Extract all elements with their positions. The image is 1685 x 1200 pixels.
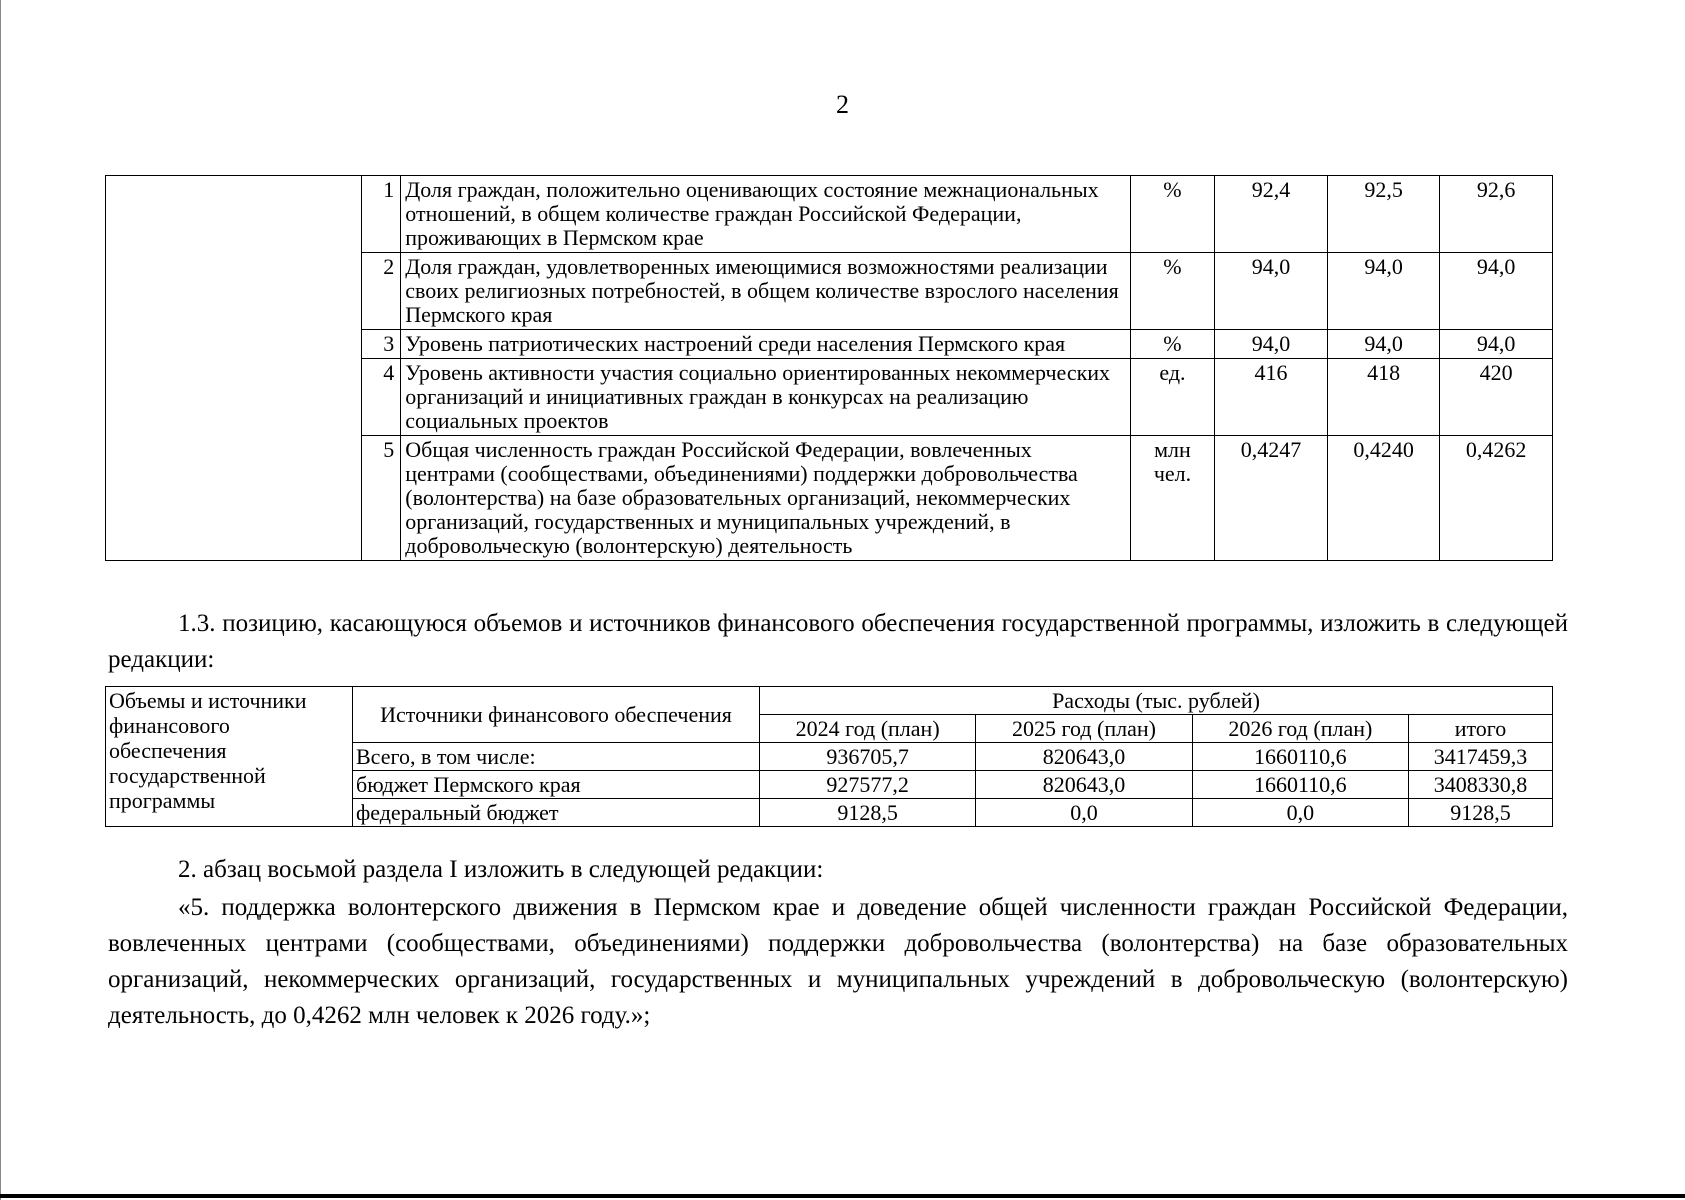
indicator-value-2026: 94,0	[1440, 330, 1553, 359]
indicator-value-2024: 94,0	[1215, 253, 1328, 330]
finance-value: 0,0	[1192, 799, 1408, 827]
indicator-unit: млн чел.	[1130, 436, 1215, 561]
year-header: 2024 год (план)	[760, 715, 976, 743]
finance-value: 1660110,6	[1192, 743, 1408, 771]
sources-header: Источники финансового обеспечения	[353, 687, 760, 743]
source-name: федеральный бюджет	[353, 799, 760, 827]
indicator-value-2025: 94,0	[1327, 330, 1440, 359]
indicator-value-2024: 416	[1215, 359, 1328, 436]
indicators-table	[105, 175, 1553, 561]
indicator-unit: %	[1130, 330, 1215, 359]
empty-cell	[106, 176, 362, 561]
indicator-num: 1	[362, 176, 401, 253]
indicator-num: 4	[362, 359, 401, 436]
indicator-value-2025: 418	[1327, 359, 1440, 436]
indicator-name: Уровень патриотических настроений среди населения Пермского края	[401, 330, 1130, 359]
indicator-value-2026: 94,0	[1440, 253, 1553, 330]
paragraph-1-3: 1.3. позицию, касающуюся объемов и источников финансового обеспечения государственной программы, изложить в следующей редакции:	[108, 610, 1568, 673]
page-number: 2	[836, 90, 849, 119]
year-header: 2026 год (план)	[1192, 715, 1408, 743]
indicator-value-2025: 92,5	[1327, 176, 1440, 253]
table-row	[106, 176, 1553, 253]
finance-value: 3417459,3	[1408, 743, 1552, 771]
scan-edge	[0, 0, 1, 1200]
expenses-header: Расходы (тыс. рублей)	[760, 687, 1553, 715]
indicator-value-2024: 0,4247	[1215, 436, 1328, 561]
finance-value: 1660110,6	[1192, 771, 1408, 799]
indicator-unit: %	[1130, 176, 1215, 253]
finance-value: 0,0	[976, 799, 1192, 827]
indicator-value-2026: 0,4262	[1440, 436, 1553, 561]
indicator-num: 5	[362, 436, 401, 561]
indicator-value-2024: 92,4	[1215, 176, 1328, 253]
finance-value: 936705,7	[760, 743, 976, 771]
finance-value: 927577,2	[760, 771, 976, 799]
indicator-name: Доля граждан, удовлетворенных имеющимися возможностями реализации своих религиозных потребностей, в общем количестве взрослого населения Пермского края	[401, 253, 1130, 330]
source-name: бюджет Пермского края	[353, 771, 760, 799]
indicator-unit: %	[1130, 253, 1215, 330]
year-header: 2025 год (план)	[976, 715, 1192, 743]
indicator-name: Общая численность граждан Российской Федерации, вовлеченных центрами (сообществами, объединениями) поддержки добровольчества (волонтерства) на базе образовательных организаций, некоммерческих организаций, государственных и муниципальных учреждений, в добровольческую (волонтерскую) деятельность	[401, 436, 1130, 561]
finance-table	[105, 686, 1553, 827]
indicator-name: Уровень активности участия социально ориентированных некоммерческих организаций и инициативных граждан в конкурсах на реализацию социальных проектов	[401, 359, 1130, 436]
table-row	[106, 687, 1553, 715]
finance-value: 9128,5	[760, 799, 976, 827]
indicator-num: 2	[362, 253, 401, 330]
finance-value: 820643,0	[976, 743, 1192, 771]
indicator-value-2026: 92,6	[1440, 176, 1553, 253]
indicator-value-2025: 0,4240	[1327, 436, 1440, 561]
finance-value: 820643,0	[976, 771, 1192, 799]
paragraph-2: 2. абзац восьмой раздела I изложить в следующей редакции:	[178, 856, 824, 883]
scan-bottom-border	[0, 1194, 1685, 1198]
indicator-name: Доля граждан, положительно оценивающих состояние межнациональных отношений, в общем количестве граждан Российской Федерации, проживающих в Пермском крае	[401, 176, 1130, 253]
indicator-value-2026: 420	[1440, 359, 1553, 436]
finance-value: 9128,5	[1408, 799, 1552, 827]
year-header: итого	[1408, 715, 1552, 743]
finance-row-label: Объемы и источники финансового обеспечения государственной программы	[106, 687, 353, 827]
indicator-value-2024: 94,0	[1215, 330, 1328, 359]
indicator-unit: ед.	[1130, 359, 1215, 436]
source-name: Всего, в том числе:	[353, 743, 760, 771]
paragraph-5-quote: «5. поддержка волонтерского движения в Пермском крае и доведение общей численности граждан Российской Федерации, вовлеченных центрами (сообществами, объединениями) поддержки добровольчества (волонтерства) на базе образовательных организаций, некоммерческих организаций, государственных и муниципальных учреждений в добровольческую (волонтерскую) деятельность, до 0,4262 млн человек к 2026 году.»;	[108, 894, 1568, 1029]
indicator-num: 3	[362, 330, 401, 359]
indicator-value-2025: 94,0	[1327, 253, 1440, 330]
finance-value: 3408330,8	[1408, 771, 1552, 799]
